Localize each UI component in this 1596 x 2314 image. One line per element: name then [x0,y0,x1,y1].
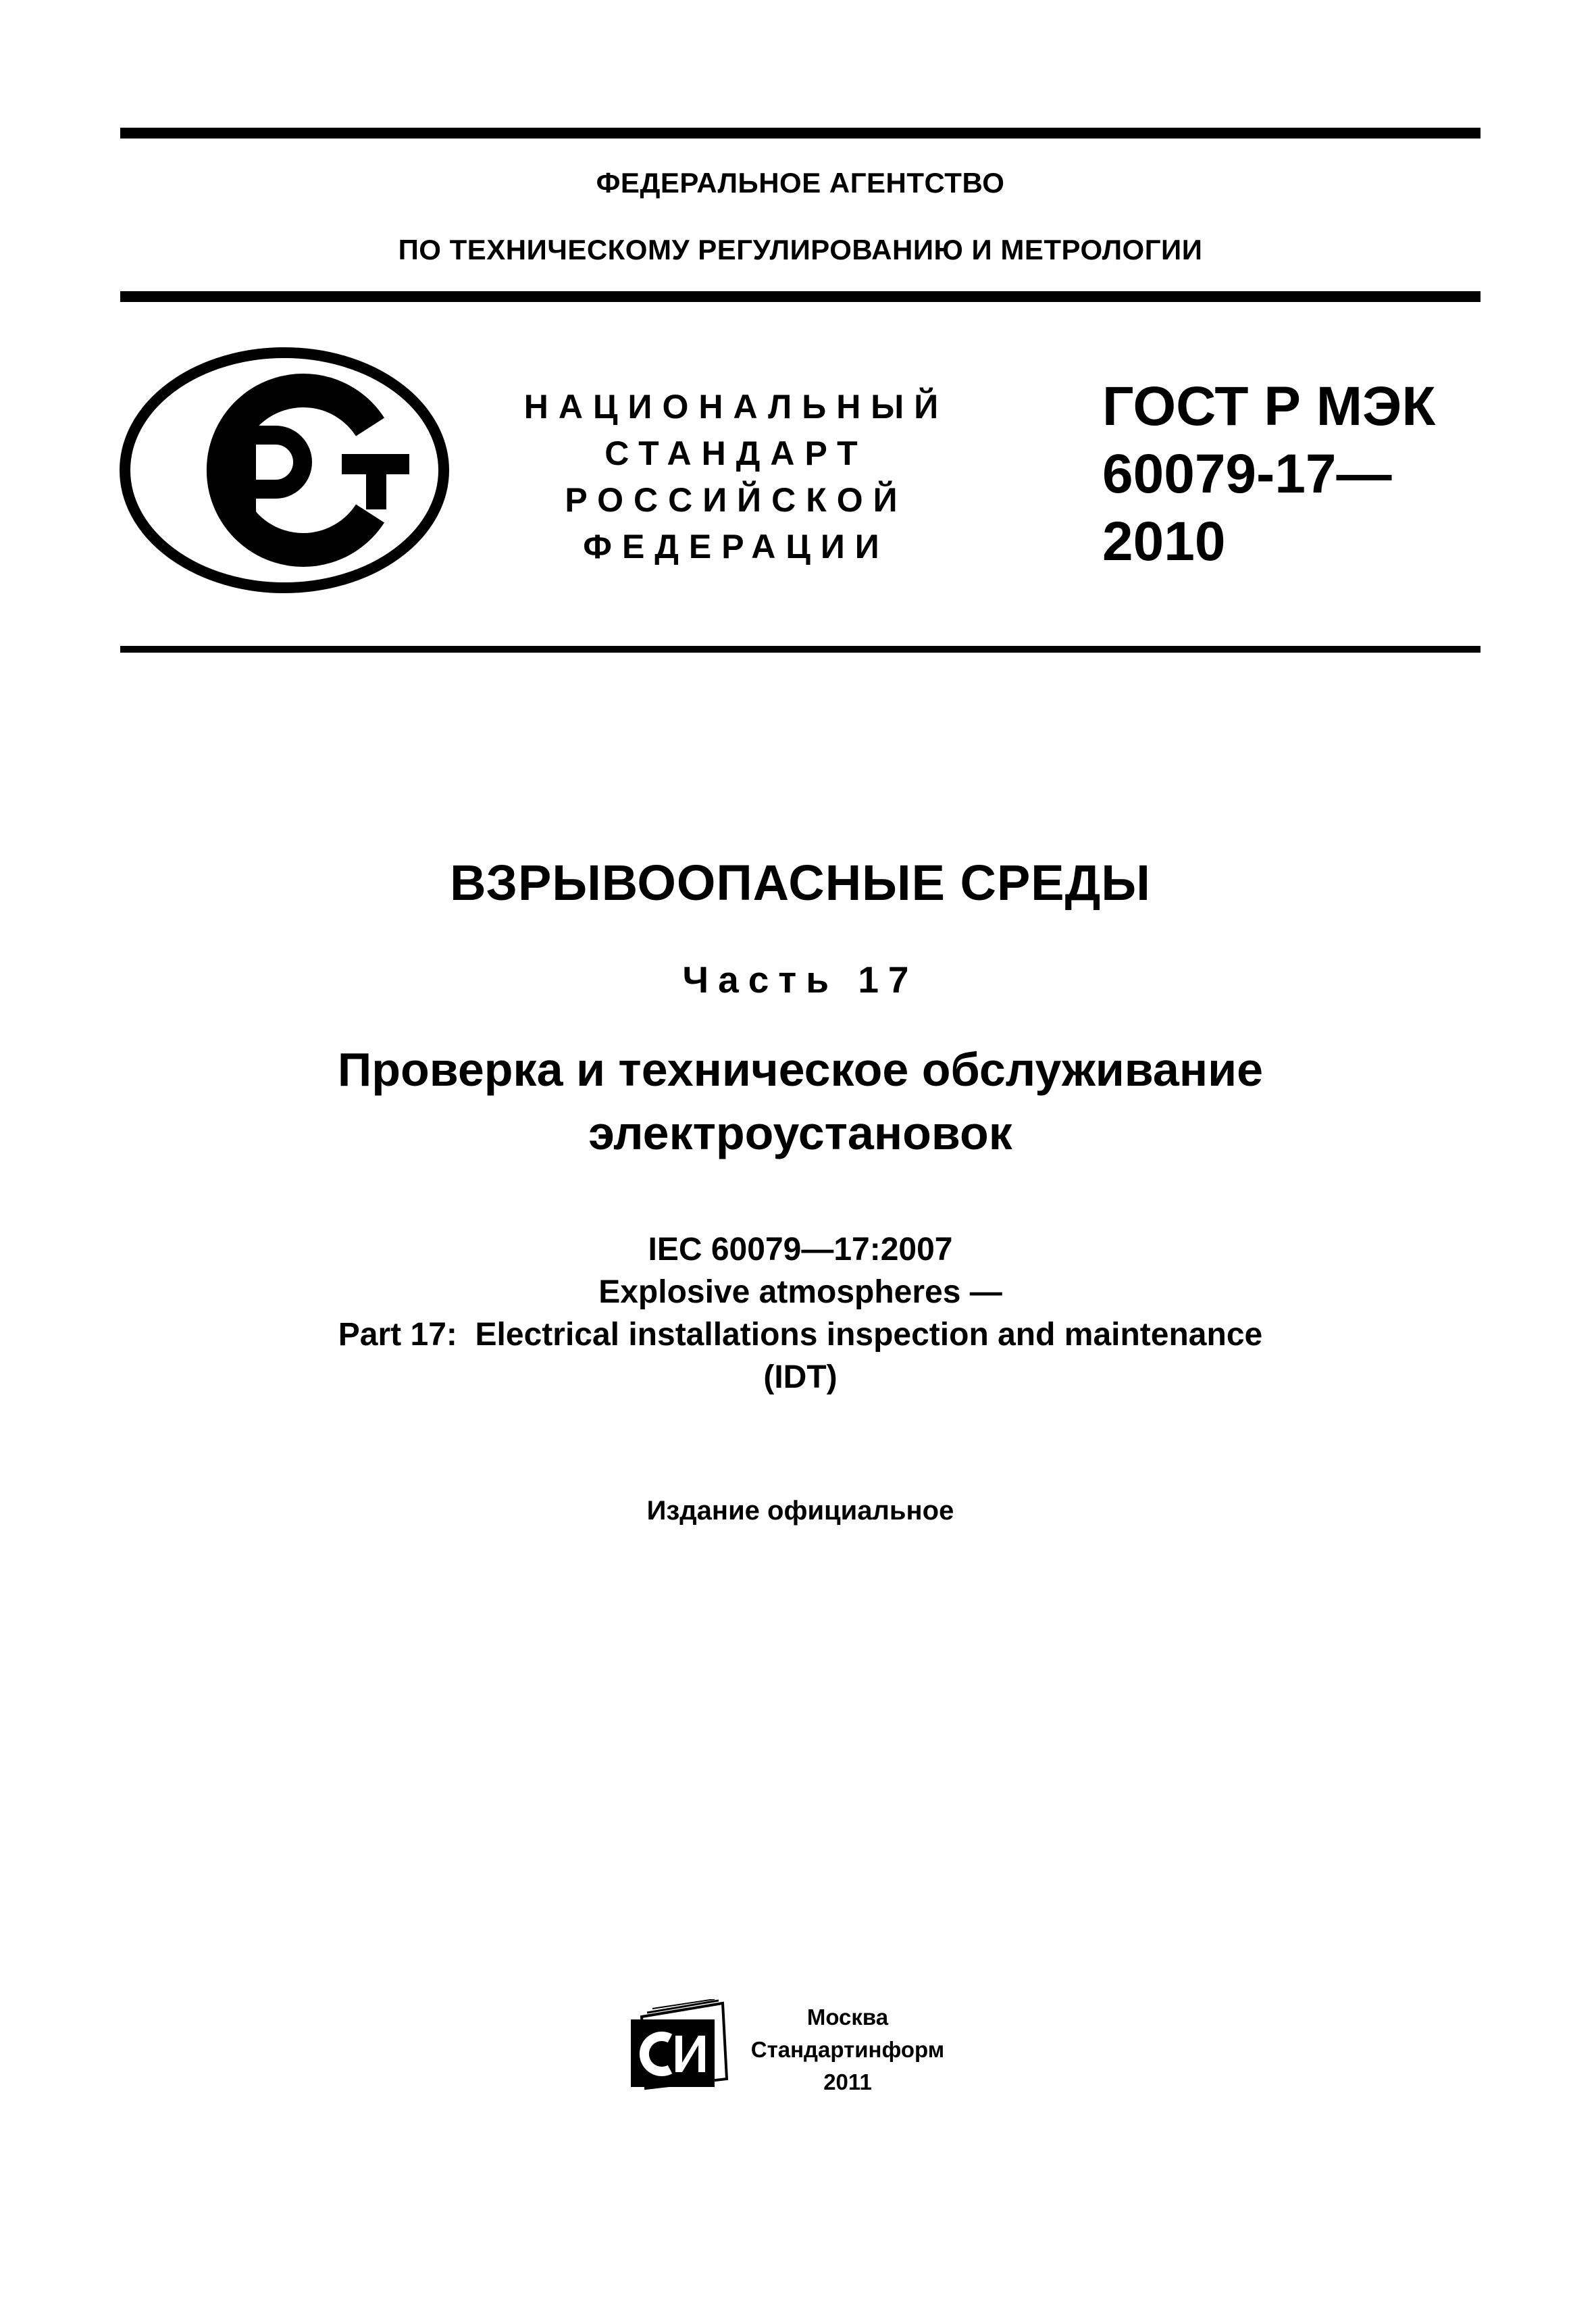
designation-line-1: ГОСТ Р МЭК [1102,376,1436,437]
document-subtitle [120,1038,1481,1165]
standartinform-logo-icon [628,1999,728,2091]
publisher-name: Стандартинформ [750,2037,945,2062]
agency-line-2: ПО ТЕХНИЧЕСКОМУ РЕГУЛИРОВАНИЮ И МЕТРОЛОГИИ [398,234,1203,266]
agency-rule [120,291,1481,302]
iec-reference [120,1228,1481,1399]
iec-line-1: IEC 60079—17:2007 [648,1232,953,1267]
designation-line-2: 60079-17— [1102,443,1392,505]
designation-line-3: 2010 [1102,511,1226,572]
national-line-1: НАЦИОНАЛЬНЫЙ [523,388,949,426]
iec-line-2: Explosive atmospheres — [598,1274,1002,1310]
iec-line-3: Part 17: Electrical installations inspection and maintenance [338,1317,1263,1353]
national-line-2: СТАНДАРТ [604,434,868,472]
subtitle-line-2: электроустановок [588,1107,1012,1159]
publisher-city: Москва [806,2005,889,2030]
standard-designation [1102,373,1435,576]
rst-certification-mark-icon [119,346,450,595]
publisher-year: 2011 [823,2069,872,2094]
subtitle-line-1: Проверка и техническое обслуживание [337,1043,1264,1096]
national-standard-label [520,384,952,570]
document-title: ВЗРЫВООПАСНЫЕ СРЕДЫ [450,855,1151,911]
header-bottom-rule [120,646,1481,653]
document-part: Часть 17 [682,959,919,1001]
agency-line-1: ФЕДЕРАЛЬНОЕ АГЕНТСТВО [596,167,1005,199]
national-line-4: ФЕДЕРАЦИИ [583,528,890,565]
national-line-3: РОССИЙСКОЙ [565,481,908,519]
top-rule [120,128,1481,139]
edition-label: Издание официальное [646,1496,954,1526]
iec-line-4: (IDT) [763,1359,838,1395]
publisher-block [733,2001,962,2098]
